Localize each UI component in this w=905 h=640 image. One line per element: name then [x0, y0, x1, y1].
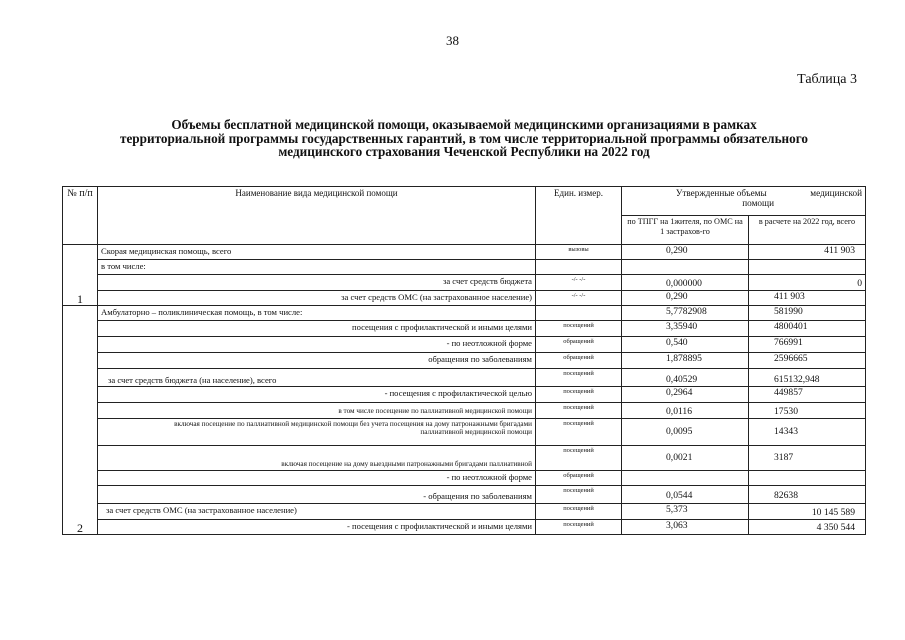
- row-value-total: 449857: [749, 387, 866, 403]
- row-unit: обращений: [536, 353, 622, 369]
- page-number: 38: [446, 33, 459, 48]
- row-value-total: 3187: [749, 446, 866, 471]
- row-value-per-capita: 0,0095: [622, 419, 749, 446]
- row-value-total: 82638: [749, 486, 866, 504]
- row-name: - по неотложной форме: [98, 337, 536, 353]
- row-number: 1: [63, 245, 98, 306]
- table-row: [63, 306, 866, 321]
- table-row: [63, 337, 866, 353]
- row-unit: [536, 260, 622, 275]
- row-value-total: [749, 260, 866, 275]
- table-label: Таблица 3: [797, 72, 857, 87]
- row-unit: посещений: [536, 486, 622, 504]
- table-header-row: [63, 187, 866, 216]
- header-num: № п/п: [63, 187, 98, 245]
- row-value-total: 10 145 589: [749, 504, 866, 520]
- row-value-total: 17530: [749, 403, 866, 419]
- table-row: [63, 446, 866, 471]
- header-volumes-c: помощи: [742, 198, 774, 208]
- row-name: за счет средств ОМС (на застрахованное население): [98, 504, 536, 520]
- table-row: [63, 403, 866, 419]
- header-total: в расчете на 2022 год, всего: [749, 216, 866, 245]
- document-title: [60, 118, 868, 159]
- row-name: включая посещение по паллиативной медицинской помощи без учета посещения на дому патронажными бригадами паллиативной медицинской помощи: [98, 419, 536, 446]
- row-value-per-capita: 0,2964: [622, 387, 749, 403]
- header-unit: Един. измер.: [536, 187, 622, 245]
- row-name: обращения по заболеваниям: [98, 353, 536, 369]
- row-value-per-capita: 1,878895: [622, 353, 749, 369]
- row-name: - посещения с профилактической целью: [98, 387, 536, 403]
- row-value-per-capita: 0,0544: [622, 486, 749, 504]
- row-name: за счет средств бюджета (на население), всего: [98, 369, 536, 387]
- row-value-per-capita: 0,0116: [622, 403, 749, 419]
- row-value-per-capita: [622, 260, 749, 275]
- row-unit: посещений: [536, 446, 622, 471]
- row-value-per-capita: 0,0021: [622, 446, 749, 471]
- row-value-per-capita: 0,290: [622, 245, 749, 260]
- row-value-per-capita: [622, 471, 749, 486]
- row-value-total: 2596665: [749, 353, 866, 369]
- table-row: [63, 275, 866, 291]
- header-volumes: [622, 187, 866, 216]
- row-value-per-capita: 3,063: [622, 520, 749, 535]
- table-row: [63, 245, 866, 260]
- row-value-total: 411 903: [749, 291, 866, 306]
- title-line: медицинского страхования Чеченской Республики на 2022 год: [278, 144, 650, 159]
- row-unit: обращений: [536, 471, 622, 486]
- header-volumes-b: медицинской: [810, 188, 862, 198]
- row-value-total: 0: [749, 275, 866, 291]
- row-value-per-capita: 3,35940: [622, 321, 749, 337]
- row-value-total: 615132,948: [749, 369, 866, 387]
- row-name: - посещения с профилактической и иными целями: [98, 520, 536, 535]
- row-value-per-capita: 0,290: [622, 291, 749, 306]
- table-row: [63, 291, 866, 306]
- row-name: в том числе посещение по паллиативной медицинской помощи: [98, 403, 536, 419]
- row-value-total: [749, 471, 866, 486]
- row-unit: посещений: [536, 403, 622, 419]
- header-name: Наименование вида медицинской помощи: [98, 187, 536, 245]
- table-row: [63, 353, 866, 369]
- row-unit: посещений: [536, 387, 622, 403]
- header-volumes-a: Утвержденные объемы: [675, 188, 767, 198]
- table-row: [63, 260, 866, 275]
- table-row: [63, 387, 866, 403]
- row-unit: вызовы: [536, 245, 622, 260]
- row-unit: обращений: [536, 337, 622, 353]
- row-unit: посещений: [536, 504, 622, 520]
- row-unit: [536, 306, 622, 321]
- row-value-per-capita: 0,40529: [622, 369, 749, 387]
- row-unit: посещений: [536, 520, 622, 535]
- table-row: [63, 520, 866, 535]
- title-line: Объемы бесплатной медицинской помощи, оказываемой медицинскими организациями в рамках: [171, 117, 757, 132]
- row-number: 2: [63, 306, 98, 535]
- header-per-capita: по ТПГГ на 1жителя, по ОМС на 1 застрахов-го: [622, 216, 749, 245]
- row-name: Скорая медицинская помощь, всего: [98, 245, 536, 260]
- title-line: территориальной программы государственных гарантий, в том числе территориальной программы обязательного: [119, 130, 809, 146]
- row-name: - обращения по заболеваниям: [98, 486, 536, 504]
- table-row: [63, 486, 866, 504]
- row-value-per-capita: 0,540: [622, 337, 749, 353]
- table-row: [63, 504, 866, 520]
- table-row: [63, 369, 866, 387]
- row-unit: посещений: [536, 419, 622, 446]
- row-value-per-capita: 5,373: [622, 504, 749, 520]
- row-name: в том числе:: [98, 260, 536, 275]
- row-value-total: 766991: [749, 337, 866, 353]
- row-name: посещения с профилактической и иными целями: [98, 321, 536, 337]
- row-name: - по неотложной форме: [98, 471, 536, 486]
- table-row: [63, 321, 866, 337]
- row-name: Амбулаторно – поликлиническая помощь, в том числе:: [98, 306, 536, 321]
- row-value-per-capita: 0,000000: [622, 275, 749, 291]
- row-name: за счет средств ОМС (на застрахованное население): [98, 291, 536, 306]
- row-value-total: 4800401: [749, 321, 866, 337]
- row-value-total: 581990: [749, 306, 866, 321]
- row-unit: посещений: [536, 369, 622, 387]
- table-row: [63, 471, 866, 486]
- row-value-total: 4 350 544: [749, 520, 866, 535]
- row-unit: -/- -/-: [536, 291, 622, 306]
- row-unit: посещений: [536, 321, 622, 337]
- row-name: за счет средств бюджета: [98, 275, 536, 291]
- table-row: [63, 419, 866, 446]
- row-value-total: 411 903: [749, 245, 866, 260]
- row-unit: -/- -/-: [536, 275, 622, 291]
- row-name: включая посещение на дому выездными патронажными бригадами паллиативной: [98, 446, 536, 471]
- row-value-total: 14343: [749, 419, 866, 446]
- volumes-table: [62, 186, 866, 535]
- row-value-per-capita: 5,7782908: [622, 306, 749, 321]
